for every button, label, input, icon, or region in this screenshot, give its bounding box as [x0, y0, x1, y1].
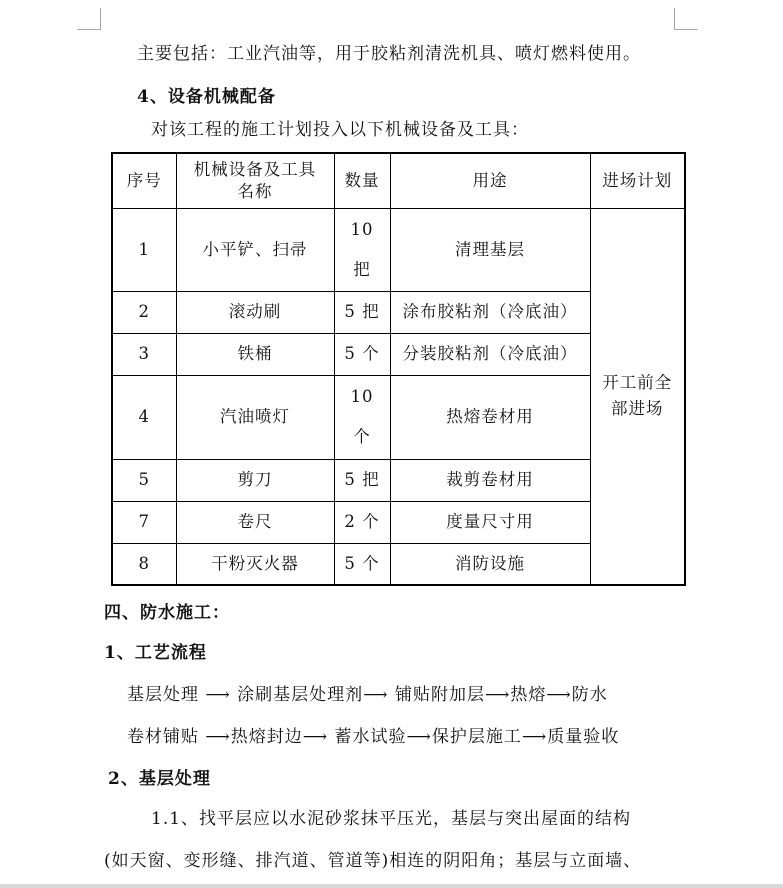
cell-plan-text: 开工前全部进场 — [602, 373, 673, 419]
cell-no: 8 — [112, 543, 176, 585]
table-header-row — [112, 153, 685, 208]
cell-qty: 5 个 — [334, 333, 390, 375]
sub1-heading: 1、工艺流程 — [104, 643, 207, 663]
equipment-table — [111, 152, 686, 586]
cell-name: 小平铲、扫帚 — [176, 208, 334, 291]
header-name-line2: 名称 — [237, 181, 273, 201]
page-bottom-edge — [0, 884, 783, 888]
cell-use: 裁剪卷材用 — [390, 459, 590, 501]
crop-mark-left — [100, 8, 101, 30]
cell-no: 3 — [112, 333, 176, 375]
header-name — [176, 153, 334, 208]
cell-qty: 5 把 — [334, 291, 390, 333]
cell-no: 1 — [112, 208, 176, 291]
cell-qty: 5 个 — [334, 543, 390, 585]
section-4-intro: 对该工程的施工计划投入以下机械设备及工具： — [151, 120, 529, 140]
header-use: 用途 — [390, 153, 590, 208]
cell-use: 消防设施 — [390, 543, 590, 585]
cell-name: 剪刀 — [176, 459, 334, 501]
section-iv-heading: 四、防水施工： — [104, 603, 230, 623]
cell-qty-line2: 把 — [353, 259, 371, 279]
flow-line-2: 卷材铺贴 ⟶热熔封边⟶ 蓄水试验⟶保护层施工⟶质量验收 — [127, 727, 620, 747]
cell-no: 2 — [112, 291, 176, 333]
cell-name: 汽油喷灯 — [176, 375, 334, 459]
materials-note: 主要包括：工业汽油等，用于胶粘剂清洗机具、喷灯燃料使用。 — [137, 44, 641, 64]
cell-no: 7 — [112, 501, 176, 543]
cell-qty — [334, 375, 390, 459]
cell-use: 清理基层 — [390, 208, 590, 291]
cell-use: 分装胶粘剂（冷底油） — [390, 333, 590, 375]
header-plan: 进场计划 — [590, 153, 685, 208]
crop-mark-right — [674, 8, 675, 30]
cell-qty — [334, 208, 390, 291]
header-name-line1: 机械设备及工具 — [193, 159, 317, 179]
cell-name: 卷尺 — [176, 501, 334, 543]
table-row — [112, 208, 685, 291]
cell-qty: 2 个 — [334, 501, 390, 543]
cell-name: 干粉灭火器 — [176, 543, 334, 585]
crop-mark-left-h — [77, 29, 101, 30]
cell-no: 4 — [112, 375, 176, 459]
header-no: 序号 — [112, 153, 176, 208]
cell-use: 度量尺寸用 — [390, 501, 590, 543]
cell-name: 铁桶 — [176, 333, 334, 375]
cell-qty-line2: 个 — [353, 427, 371, 446]
cell-use: 涂布胶粘剂（冷底油） — [390, 291, 590, 333]
cell-plan-merged — [590, 208, 685, 585]
header-qty: 数量 — [334, 153, 390, 208]
crop-mark-right-h — [674, 29, 698, 30]
para-1-1-line2: (如天窗、变形缝、排汽道、管道等)相连的阴阳角；基层与立面墙、 — [104, 851, 642, 871]
cell-no: 5 — [112, 459, 176, 501]
cell-qty: 5 把 — [334, 459, 390, 501]
flow-line-1: 基层处理 ⟶ 涂刷基层处理剂⟶ 铺贴附加层⟶热熔⟶防水 — [127, 685, 608, 705]
sub2-heading: 2、基层处理 — [108, 769, 211, 789]
para-1-1-line1: 1.1、找平层应以水泥砂浆抹平压光，基层与突出屋面的结构 — [151, 809, 632, 829]
cell-use: 热熔卷材用 — [390, 375, 590, 459]
cell-name: 滚动刷 — [176, 291, 334, 333]
cell-qty-line1: 10 — [350, 219, 374, 239]
cell-qty-line1: 10 — [350, 387, 374, 406]
section-4-heading: 4、设备机械配备 — [137, 87, 276, 107]
